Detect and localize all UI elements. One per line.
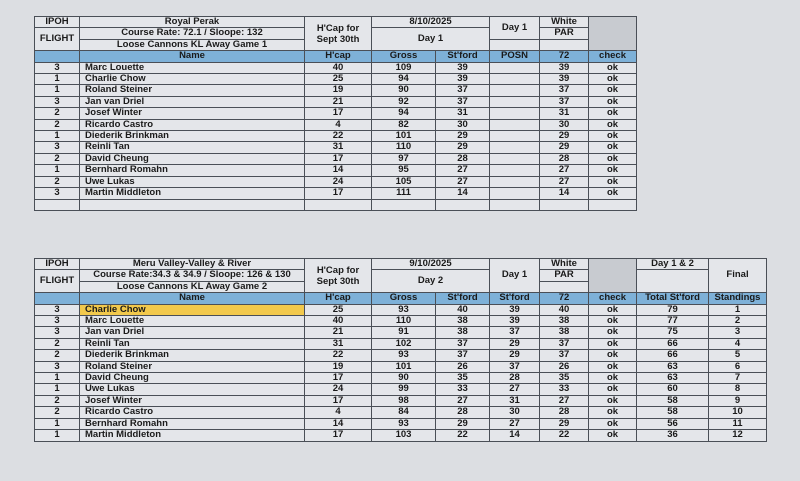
- hcap-cell: 17: [305, 108, 372, 119]
- table-row: [35, 142, 637, 153]
- game1-scorecard: [34, 16, 637, 211]
- gross-cell: 92: [372, 96, 436, 107]
- blank-cell: [540, 281, 589, 292]
- table-row: [35, 74, 637, 85]
- hcap-cell: 25: [305, 304, 372, 315]
- player-name: Charlie Chow: [80, 74, 305, 85]
- standing-cell: 3: [709, 327, 767, 338]
- flight-cell: 1: [35, 165, 80, 176]
- gross-cell: 84: [372, 407, 436, 418]
- player-name: Ricardo Castro: [80, 407, 305, 418]
- blank-cell: [540, 199, 589, 210]
- par-cell: 29: [540, 418, 589, 429]
- flight-cell: 1: [35, 373, 80, 384]
- player-name: Martin Middleton: [80, 188, 305, 199]
- gross-cell: 90: [372, 85, 436, 96]
- total-cell: 58: [637, 407, 709, 418]
- total-cell: 75: [637, 327, 709, 338]
- player-name: Marc Louette: [80, 316, 305, 327]
- blank-header: [35, 51, 80, 62]
- stford-cell: 39: [436, 74, 490, 85]
- stford-cell: 37: [436, 338, 490, 349]
- posn-cell: [490, 153, 540, 164]
- table-row: [35, 165, 637, 176]
- stford-cell: 37: [436, 350, 490, 361]
- player-name: Josef Winter: [80, 395, 305, 406]
- gross-cell: 94: [372, 74, 436, 85]
- posn-cell: [490, 131, 540, 142]
- day1-stford-cell: 31: [490, 395, 540, 406]
- location-label: IPOH: [35, 17, 80, 28]
- blank-cell: [589, 17, 637, 51]
- check-cell: ok: [589, 153, 637, 164]
- course-name: Royal Perak: [80, 17, 305, 28]
- course-name: Meru Valley-Valley & River: [80, 259, 305, 270]
- name-header: Name: [80, 293, 305, 304]
- day-column-label: Day 1: [490, 17, 540, 40]
- flight-cell: 3: [35, 96, 80, 107]
- hcap-cell: 4: [305, 407, 372, 418]
- total-cell: 36: [637, 430, 709, 441]
- hcap-cell: 19: [305, 85, 372, 96]
- hcap-cell: 17: [305, 395, 372, 406]
- stford-cell: 37: [436, 85, 490, 96]
- standing-cell: 12: [709, 430, 767, 441]
- gross-cell: 99: [372, 384, 436, 395]
- flight-cell: 3: [35, 188, 80, 199]
- stford-cell: 31: [436, 108, 490, 119]
- standing-cell: 5: [709, 350, 767, 361]
- flight-cell: 3: [35, 304, 80, 315]
- hcap-cell: 17: [305, 430, 372, 441]
- par-header: 72: [540, 51, 589, 62]
- total-cell: 58: [637, 395, 709, 406]
- total-cell: 60: [637, 384, 709, 395]
- flight-cell: 1: [35, 384, 80, 395]
- check-cell: ok: [589, 350, 637, 361]
- day1-stford-cell: 39: [490, 304, 540, 315]
- gross-cell: 93: [372, 350, 436, 361]
- total-cell: 66: [637, 350, 709, 361]
- player-name: Marc Louette: [80, 62, 305, 73]
- gross-cell: 93: [372, 304, 436, 315]
- stford-cell: 27: [436, 395, 490, 406]
- par-cell: 35: [540, 373, 589, 384]
- player-name: Jan van Driel: [80, 327, 305, 338]
- final-label: Final: [709, 259, 767, 293]
- event-name: Loose Cannons KL Away Game 1: [80, 39, 305, 50]
- posn-cell: [490, 142, 540, 153]
- standing-cell: 11: [709, 418, 767, 429]
- gross-cell: 98: [372, 395, 436, 406]
- posn-cell: [490, 119, 540, 130]
- stford-cell: 30: [436, 119, 490, 130]
- total-cell: 56: [637, 418, 709, 429]
- blank-cell: [305, 199, 372, 210]
- player-name: Uwe Lukas: [80, 384, 305, 395]
- total-cell: 63: [637, 373, 709, 384]
- name-header: Name: [80, 51, 305, 62]
- check-cell: ok: [589, 85, 637, 96]
- flight-cell: 2: [35, 176, 80, 187]
- day1-stford-cell: 27: [490, 418, 540, 429]
- day1-stford-cell: 39: [490, 316, 540, 327]
- par-cell: 33: [540, 384, 589, 395]
- flight-cell: 1: [35, 85, 80, 96]
- blank-cell: [589, 199, 637, 210]
- posn-cell: [490, 176, 540, 187]
- total-cell: 77: [637, 316, 709, 327]
- table-row: [35, 316, 767, 327]
- flight-label: FLIGHT: [35, 28, 80, 51]
- stford-cell: 26: [436, 361, 490, 372]
- hcap-cell: 24: [305, 176, 372, 187]
- check-cell: ok: [589, 108, 637, 119]
- flight-cell: 3: [35, 316, 80, 327]
- par-cell: 38: [540, 327, 589, 338]
- stford-cell: 38: [436, 316, 490, 327]
- event-name: Loose Cannons KL Away Game 2: [80, 281, 305, 292]
- check-cell: ok: [589, 316, 637, 327]
- day1-stford-cell: 28: [490, 373, 540, 384]
- hcap-header: H'cap: [305, 293, 372, 304]
- posn-cell: [490, 108, 540, 119]
- table-row: [35, 96, 637, 107]
- flight-cell: 2: [35, 338, 80, 349]
- gross-cell: 110: [372, 316, 436, 327]
- day1-stford-header: St'ford: [490, 293, 540, 304]
- stford-cell: 28: [436, 153, 490, 164]
- par-cell: 38: [540, 316, 589, 327]
- hcap-cell: 22: [305, 131, 372, 142]
- player-name: David Cheung: [80, 153, 305, 164]
- standing-cell: 10: [709, 407, 767, 418]
- stford-cell: 35: [436, 373, 490, 384]
- location-label: IPOH: [35, 259, 80, 270]
- standing-cell: 6: [709, 361, 767, 372]
- hcap-for-label: H'Cap for Sept 30th: [305, 259, 372, 293]
- check-cell: ok: [589, 62, 637, 73]
- flight-label: FLIGHT: [35, 270, 80, 293]
- check-cell: ok: [589, 304, 637, 315]
- stford-cell: 33: [436, 384, 490, 395]
- hcap-cell: 17: [305, 373, 372, 384]
- par-cell: 39: [540, 74, 589, 85]
- hcap-cell: 21: [305, 327, 372, 338]
- posn-cell: [490, 188, 540, 199]
- total-cell: 63: [637, 361, 709, 372]
- hcap-cell: 21: [305, 96, 372, 107]
- par-cell: 30: [540, 119, 589, 130]
- posn-cell: [490, 96, 540, 107]
- gross-cell: 97: [372, 153, 436, 164]
- total-cell: 79: [637, 304, 709, 315]
- table-row: [35, 407, 767, 418]
- standings-header: Standings: [709, 293, 767, 304]
- course-rate: Course Rate: 72.1 / Sloope: 132: [80, 28, 305, 39]
- check-cell: ok: [589, 96, 637, 107]
- table-row: [35, 108, 637, 119]
- hcap-cell: 4: [305, 119, 372, 130]
- table-row: [35, 418, 767, 429]
- blank-cell: [490, 199, 540, 210]
- player-name: Diederik Brinkman: [80, 350, 305, 361]
- stford-cell: 40: [436, 304, 490, 315]
- tee-label: White: [540, 259, 589, 270]
- gross-cell: 82: [372, 119, 436, 130]
- par-header: 72: [540, 293, 589, 304]
- gross-cell: 91: [372, 327, 436, 338]
- flight-cell: 2: [35, 395, 80, 406]
- stford-cell: 29: [436, 418, 490, 429]
- flight-cell: 3: [35, 142, 80, 153]
- player-name: Ricardo Castro: [80, 119, 305, 130]
- stford-cell: 27: [436, 165, 490, 176]
- par-cell: 37: [540, 85, 589, 96]
- check-cell: ok: [589, 176, 637, 187]
- blank-cell: [80, 199, 305, 210]
- gross-cell: 105: [372, 176, 436, 187]
- standing-cell: 4: [709, 338, 767, 349]
- player-name: Reinli Tan: [80, 142, 305, 153]
- check-cell: ok: [589, 338, 637, 349]
- par-cell: 26: [540, 361, 589, 372]
- check-cell: ok: [589, 327, 637, 338]
- day12-label: Day 1 & 2: [637, 259, 709, 270]
- blank-cell: [540, 39, 589, 50]
- blank-cell: [436, 199, 490, 210]
- check-header: check: [589, 293, 637, 304]
- hcap-cell: 22: [305, 350, 372, 361]
- par-cell: 37: [540, 96, 589, 107]
- par-cell: 31: [540, 108, 589, 119]
- table-row: [35, 188, 637, 199]
- table-row: [35, 373, 767, 384]
- standing-cell: 7: [709, 373, 767, 384]
- posn-cell: [490, 62, 540, 73]
- check-cell: ok: [589, 142, 637, 153]
- table-row: [35, 131, 637, 142]
- hcap-cell: 14: [305, 418, 372, 429]
- table-row: [35, 361, 767, 372]
- gross-cell: 93: [372, 418, 436, 429]
- hcap-cell: 17: [305, 188, 372, 199]
- stford-cell: 22: [436, 430, 490, 441]
- check-cell: ok: [589, 430, 637, 441]
- check-cell: ok: [589, 361, 637, 372]
- hcap-cell: 24: [305, 384, 372, 395]
- hcap-cell: 31: [305, 142, 372, 153]
- stford-cell: 14: [436, 188, 490, 199]
- hcap-for-label: H'Cap for Sept 30th: [305, 17, 372, 51]
- table-row: [35, 176, 637, 187]
- day1-stford-cell: 14: [490, 430, 540, 441]
- player-name: Martin Middleton: [80, 430, 305, 441]
- gross-cell: 102: [372, 338, 436, 349]
- table-row: [35, 85, 637, 96]
- par-label: PAR: [540, 270, 589, 281]
- stford-header: St'ford: [436, 51, 490, 62]
- par-cell: 37: [540, 350, 589, 361]
- table-row: [35, 62, 637, 73]
- gross-cell: 95: [372, 165, 436, 176]
- check-cell: ok: [589, 407, 637, 418]
- standing-cell: 1: [709, 304, 767, 315]
- par-cell: 28: [540, 407, 589, 418]
- flight-cell: 3: [35, 327, 80, 338]
- table-row: [35, 350, 767, 361]
- flight-cell: 2: [35, 108, 80, 119]
- par-cell: 22: [540, 430, 589, 441]
- par-cell: 28: [540, 153, 589, 164]
- check-cell: ok: [589, 131, 637, 142]
- day-label: Day 2: [372, 270, 490, 293]
- check-cell: ok: [589, 395, 637, 406]
- table-row: [35, 384, 767, 395]
- blank-cell: [372, 199, 436, 210]
- player-name: Bernhard Romahn: [80, 418, 305, 429]
- player-name: Uwe Lukas: [80, 176, 305, 187]
- par-cell: 29: [540, 142, 589, 153]
- table-row: [35, 304, 767, 315]
- day1-stford-cell: 29: [490, 350, 540, 361]
- hcap-cell: 17: [305, 153, 372, 164]
- check-cell: ok: [589, 188, 637, 199]
- gross-cell: 90: [372, 373, 436, 384]
- table-row: [35, 430, 767, 441]
- check-cell: ok: [589, 165, 637, 176]
- day1-stford-cell: 29: [490, 338, 540, 349]
- flight-cell: 1: [35, 430, 80, 441]
- gross-header: Gross: [372, 293, 436, 304]
- stford-cell: 27: [436, 176, 490, 187]
- table-row: [35, 153, 637, 164]
- table-row: [35, 395, 767, 406]
- game-date: 9/10/2025: [372, 259, 490, 270]
- flight-cell: 2: [35, 119, 80, 130]
- table-row: [35, 327, 767, 338]
- par-cell: 40: [540, 304, 589, 315]
- posn-cell: [490, 85, 540, 96]
- table-row: [35, 119, 637, 130]
- stford-cell: 29: [436, 131, 490, 142]
- player-name: Jan van Driel: [80, 96, 305, 107]
- posn-cell: [490, 74, 540, 85]
- par-cell: 14: [540, 188, 589, 199]
- day1-stford-cell: 27: [490, 384, 540, 395]
- day1-stford-cell: 37: [490, 327, 540, 338]
- gross-cell: 103: [372, 430, 436, 441]
- check-cell: ok: [589, 74, 637, 85]
- hcap-cell: 40: [305, 62, 372, 73]
- flight-cell: 1: [35, 131, 80, 142]
- day1-stford-cell: 37: [490, 361, 540, 372]
- standing-cell: 8: [709, 384, 767, 395]
- par-cell: 27: [540, 176, 589, 187]
- stford-header: St'ford: [436, 293, 490, 304]
- hcap-cell: 40: [305, 316, 372, 327]
- stford-cell: 38: [436, 327, 490, 338]
- gross-cell: 109: [372, 62, 436, 73]
- check-header: check: [589, 51, 637, 62]
- check-cell: ok: [589, 119, 637, 130]
- player-name: Diederik Brinkman: [80, 131, 305, 142]
- flight-cell: 2: [35, 153, 80, 164]
- gross-cell: 101: [372, 131, 436, 142]
- total-header: Total St'ford: [637, 293, 709, 304]
- player-name: Roland Steiner: [80, 361, 305, 372]
- standing-cell: 2: [709, 316, 767, 327]
- check-cell: ok: [589, 373, 637, 384]
- par-cell: 37: [540, 338, 589, 349]
- player-name: Roland Steiner: [80, 85, 305, 96]
- posn-header: POSN: [490, 51, 540, 62]
- par-cell: 27: [540, 395, 589, 406]
- stford-cell: 37: [436, 96, 490, 107]
- tee-label: White: [540, 17, 589, 28]
- flight-cell: 3: [35, 62, 80, 73]
- stford-cell: 39: [436, 62, 490, 73]
- hcap-cell: 31: [305, 338, 372, 349]
- hcap-cell: 25: [305, 74, 372, 85]
- hcap-header: H'cap: [305, 51, 372, 62]
- flight-cell: 2: [35, 407, 80, 418]
- player-name: Bernhard Romahn: [80, 165, 305, 176]
- player-name: Josef Winter: [80, 108, 305, 119]
- par-cell: 29: [540, 131, 589, 142]
- gross-cell: 94: [372, 108, 436, 119]
- player-name: Reinli Tan: [80, 338, 305, 349]
- hcap-cell: 19: [305, 361, 372, 372]
- flight-cell: 1: [35, 74, 80, 85]
- game2-scorecard: [34, 258, 767, 442]
- blank-cell: [490, 39, 540, 50]
- flight-cell: 2: [35, 350, 80, 361]
- player-name: Charlie Chow: [80, 304, 305, 315]
- check-cell: ok: [589, 384, 637, 395]
- day-label: Day 1: [372, 28, 490, 51]
- table-row: [35, 338, 767, 349]
- blank-cell: [35, 199, 80, 210]
- game-date: 8/10/2025: [372, 17, 490, 28]
- hcap-cell: 14: [305, 165, 372, 176]
- gross-header: Gross: [372, 51, 436, 62]
- par-cell: 27: [540, 165, 589, 176]
- flight-cell: 1: [35, 418, 80, 429]
- standing-cell: 9: [709, 395, 767, 406]
- stford-cell: 29: [436, 142, 490, 153]
- par-label: PAR: [540, 28, 589, 39]
- course-rate: Course Rate:34.3 & 34.9 / Sloope: 126 & 130: [80, 270, 305, 281]
- blank-cell: [589, 259, 637, 293]
- blank-header: [35, 293, 80, 304]
- player-name: David Cheung: [80, 373, 305, 384]
- gross-cell: 110: [372, 142, 436, 153]
- par-cell: 39: [540, 62, 589, 73]
- gross-cell: 111: [372, 188, 436, 199]
- day-column-label: Day 1: [490, 259, 540, 293]
- flight-cell: 3: [35, 361, 80, 372]
- check-cell: ok: [589, 418, 637, 429]
- posn-cell: [490, 165, 540, 176]
- day1-stford-cell: 30: [490, 407, 540, 418]
- gross-cell: 101: [372, 361, 436, 372]
- stford-cell: 28: [436, 407, 490, 418]
- total-cell: 66: [637, 338, 709, 349]
- blank-cell: [637, 270, 709, 293]
